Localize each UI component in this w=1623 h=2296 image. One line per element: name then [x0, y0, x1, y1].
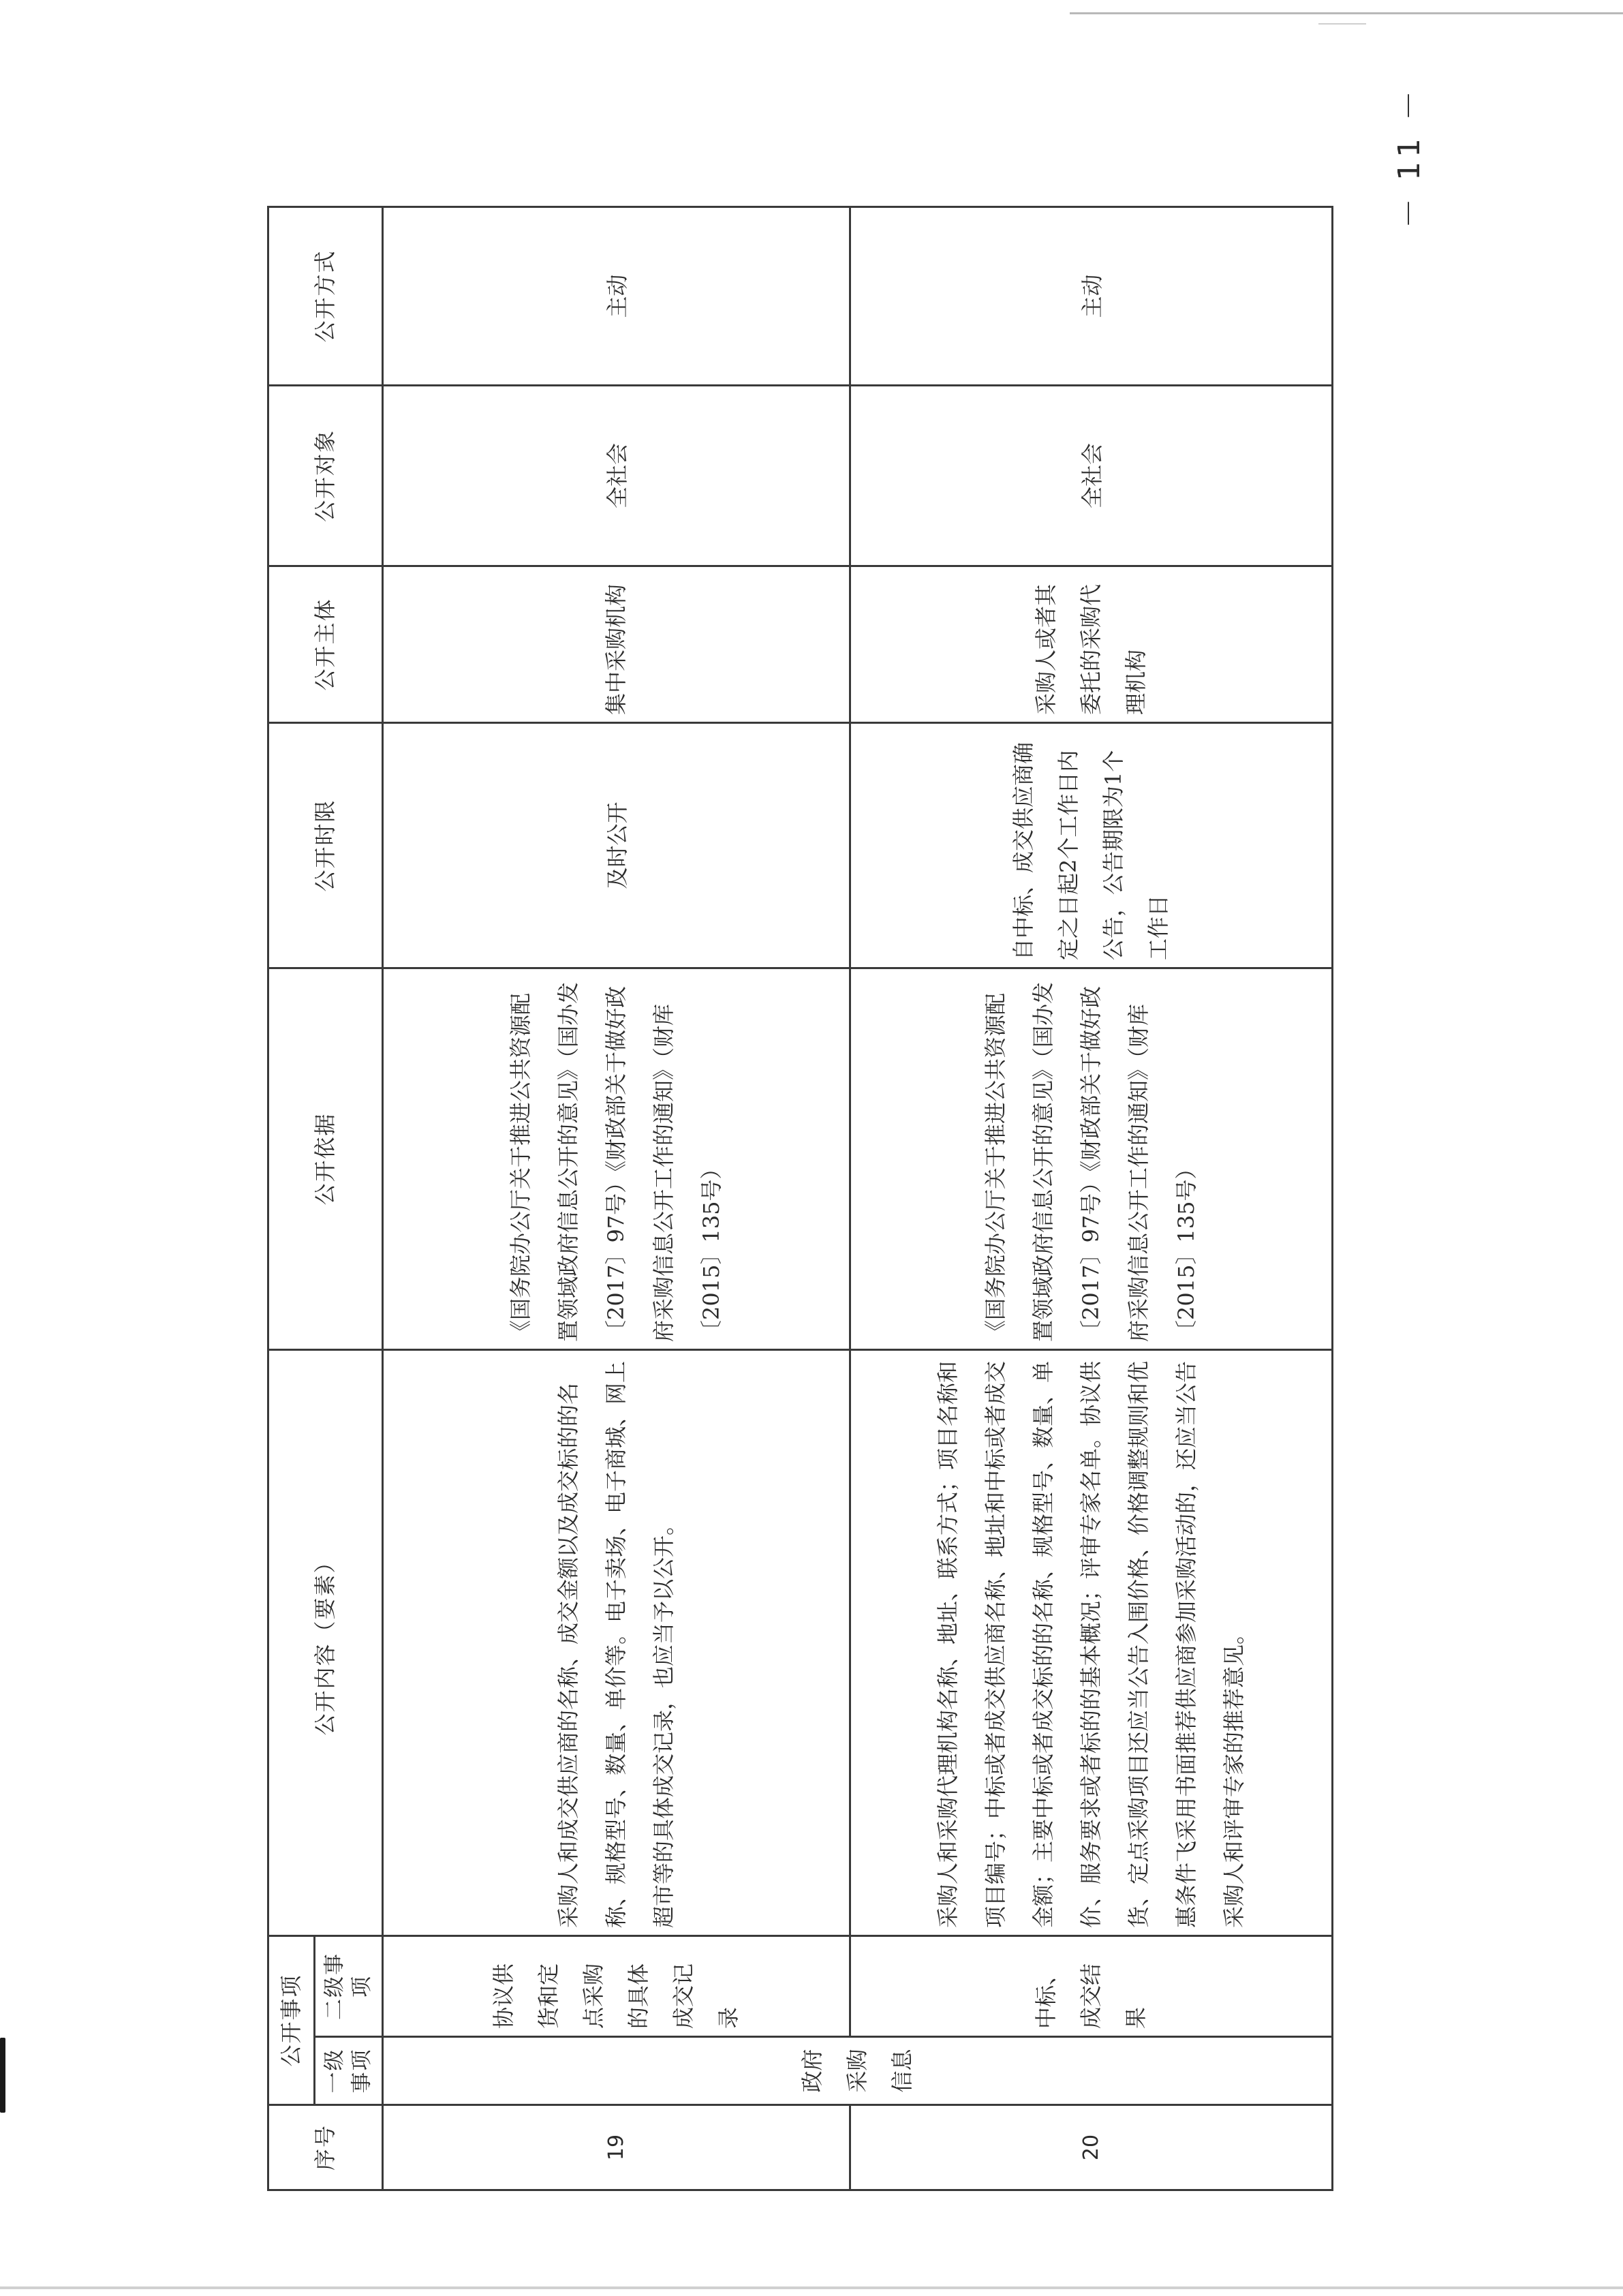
rotated-document: [267, 87, 1427, 2191]
content-cell: 采购人和采购代理机构名称、地址、联系方式；项目名称和项目编号；中标或者成交供应商名称、地址和中标或者成交金额；主要中标或者成交标的的名称、规格型号、数量、单价、服务要求或者标的的基本概况；评审专家名单。协议供货、定点采购项目还应当公告入围价格、价格调整规则和优惠条件飞采用书面推荐供应商参加采购活动的，还应当公告采购人和评审专家的推荐意见。: [850, 1349, 1332, 1935]
header-level2: 二级事项: [315, 1935, 383, 2036]
header-basis: 公开依据: [268, 968, 383, 1349]
header-subject: 公开主体: [268, 566, 383, 722]
time-limit-cell: 及时公开: [382, 722, 850, 968]
scan-artifact-edge: [0, 2038, 5, 2113]
method-cell: 主动: [382, 206, 850, 385]
table-row: [850, 206, 1332, 2190]
table-row: [382, 206, 850, 2190]
level2-item: 中标、成交结果: [850, 1935, 1332, 2036]
header-level1: 一级事项: [315, 2037, 383, 2105]
row-seq: 20: [850, 2105, 1332, 2190]
header-method: 公开方式: [268, 206, 383, 385]
subject-cell: 集中采购机构: [382, 566, 850, 722]
basis-cell: 《国务院办公厅关于推进公共资源配置领域政府信息公开的意见》（国办发〔2017〕97号）《财政部关于做好政府采购信息公开工作的通知》（财库〔2015〕135号）: [382, 968, 850, 1349]
audience-cell: 全社会: [850, 385, 1332, 566]
level1-item: 政府采购信息: [382, 2037, 1332, 2105]
content-cell: 采购人和成交供应商的名称、成交金额以及成交标的的名称、规格型号、数量、单价等。电子卖场、电子商城、网上超市等的具体成交记录，也应当予以公开。: [382, 1349, 850, 1935]
header-item-group: 公开事项: [268, 1935, 315, 2104]
level2-item: 协议供货和定点采购的具体成交记录: [382, 1935, 850, 2036]
page-number: － 11 －: [1392, 87, 1427, 228]
header-time-limit: 公开时限: [268, 722, 383, 968]
subject-cell: 采购人或者其委托的采购代理机构: [850, 566, 1332, 722]
scan-artifact-bottom: [0, 2286, 1623, 2289]
header-audience: 公开对象: [268, 385, 383, 566]
scan-artifact-mark: [1318, 23, 1366, 25]
method-cell: 主动: [850, 206, 1332, 385]
header-seq: 序号: [268, 2105, 383, 2190]
time-limit-cell: 自中标、成交供应商确定之日起2个工作日内公告，公告期限为1个工作日: [850, 722, 1332, 968]
row-seq: 19: [382, 2105, 850, 2190]
scan-artifact-line: [1070, 12, 1623, 14]
basis-cell: 《国务院办公厅关于推进公共资源配置领域政府信息公开的意见》（国办发〔2017〕97号）《财政部关于做好政府采购信息公开工作的通知》（财库〔2015〕135号）: [850, 968, 1332, 1349]
disclosure-table: [267, 206, 1333, 2191]
audience-cell: 全社会: [382, 385, 850, 566]
header-content: 公开内容（要素）: [268, 1349, 383, 1935]
